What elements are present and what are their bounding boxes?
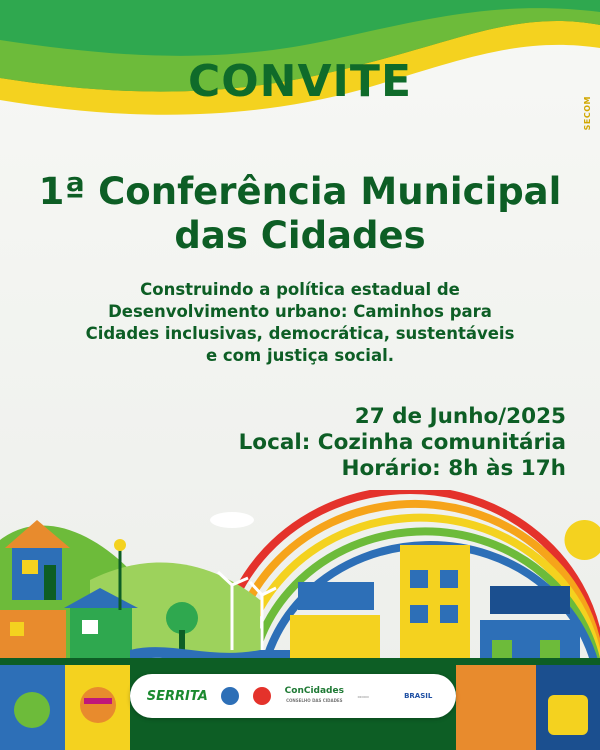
building-window <box>492 640 512 658</box>
ministry-logo-icon: ▭▭▭ <box>357 693 369 699</box>
title-line-2: das Cidades <box>174 214 426 257</box>
cloud <box>210 512 254 528</box>
drum <box>548 695 588 735</box>
state-seal-icon <box>253 687 271 705</box>
building-window <box>440 605 458 623</box>
building-window <box>82 620 98 634</box>
building-window <box>540 640 560 658</box>
tree <box>166 602 198 634</box>
house-window <box>22 560 38 574</box>
event-title <box>0 170 600 258</box>
subtitle-line: Desenvolvimento urbano: Caminhos para <box>108 302 492 321</box>
building-window <box>410 570 428 588</box>
municipal-seal-icon <box>221 687 239 705</box>
event-schedule: Horário: 8h às 17h <box>341 456 566 481</box>
title-line-1: 1ª Conferência Municipal <box>38 170 562 213</box>
solar-panel <box>298 582 374 610</box>
serrita-logo: SERRITA <box>146 688 208 704</box>
building-window <box>10 622 24 636</box>
house-door <box>44 565 56 600</box>
event-subtitle <box>40 279 560 367</box>
sun <box>565 520 600 560</box>
subtitle-line: Construindo a política estadual de <box>140 280 460 299</box>
building-window <box>440 570 458 588</box>
tile-ornament <box>14 692 50 728</box>
partner-logos-bar <box>130 674 456 718</box>
person-glasses <box>84 698 112 704</box>
event-location: Local: Cozinha comunitária <box>238 430 566 455</box>
solar-panel <box>490 586 570 614</box>
subtitle-line: e com justiça social. <box>205 346 395 365</box>
concidades-subtitle: CONSELHO DAS CIDADES <box>286 698 343 703</box>
building <box>70 605 132 665</box>
building-window <box>410 605 428 623</box>
person-face <box>80 687 116 723</box>
event-details <box>239 404 566 482</box>
concidades-logo <box>285 687 344 705</box>
plant-flower <box>114 539 126 551</box>
convite-heading: CONVITE <box>187 56 412 107</box>
event-date: 27 de Junho/2025 <box>354 404 566 429</box>
concidades-name: ConCidades <box>284 686 344 696</box>
secom-tag: SECOM <box>583 96 592 131</box>
gov-brasil-logo: BRASIL <box>404 692 433 700</box>
tile <box>456 665 536 750</box>
subtitle-line: Cidades inclusivas, democrática, sustentáveis <box>85 324 515 343</box>
